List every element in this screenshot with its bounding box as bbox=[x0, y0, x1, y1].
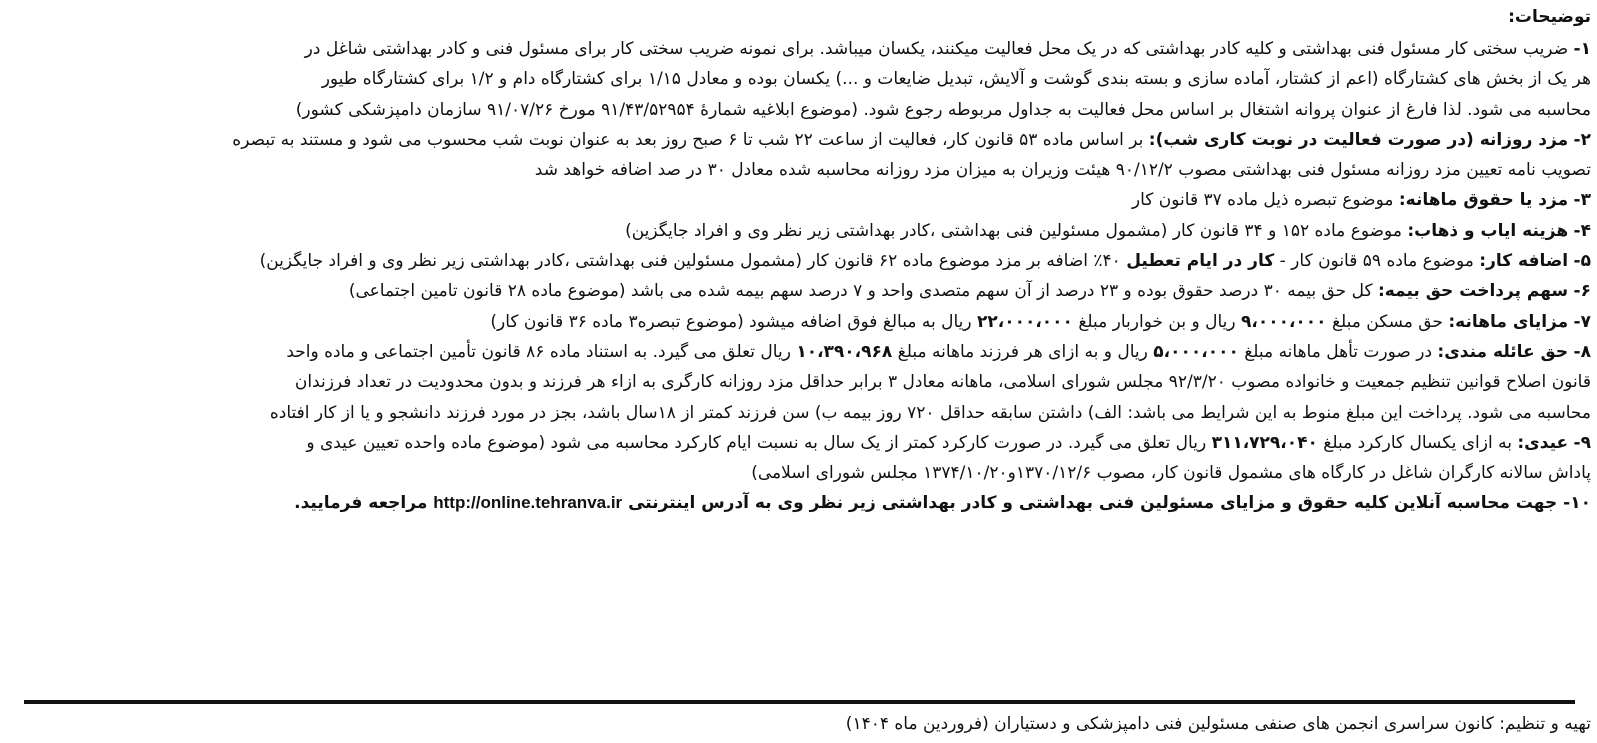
note-8-line-3: محاسبه می شود. پرداخت این مبلغ منوط به این شرایط می باشد: الف) داشتن سابقه حداقل ۷۲۰ روز بیمه ب) سن فرزند کمتر از ۱۸سال باشد، بجز در مورد فرزند دانشجو و یا از کار افتاده bbox=[269, 402, 1591, 423]
online-calculator-link[interactable]: http://online.tehranva.ir bbox=[433, 493, 623, 513]
note-8-marriage-amount: ۵،۰۰۰،۰۰۰ bbox=[1153, 341, 1239, 362]
note-5-text-1: موضوع ماده ۵۹ قانون کار - bbox=[1274, 251, 1474, 272]
note-5-line-1 bbox=[6, 246, 1591, 276]
note-7-text-1: حق مسکن مبلغ bbox=[1326, 311, 1443, 332]
note-9-text-1: به ازای یکسال کارکرد مبلغ bbox=[1317, 432, 1512, 453]
note-5-title: اضافه کار: bbox=[1479, 251, 1569, 272]
note-2-text-1: بر اساس ماده ۵۳ قانون کار، فعالیت از ساعت ۲۲ شب تا ۶ صبح روز بعد به عنوان نوبت شب محسوب می شود و مستند به تبصره bbox=[232, 129, 1144, 150]
note-2-number: ۲- bbox=[1573, 129, 1591, 150]
note-1-line-3: محاسبه می شود. لذا فارغ از عنوان پروانه اشتغال بر اساس محل فعالیت به جداول مربوطه رجوع شود. (موضوع ابلاغیه شمارۀ ۹۱/۴۳/۵۲۹۵۴ مورخ ۹۱/۰۷/۲۶ سازمان دامپزشکی کشور) bbox=[295, 99, 1591, 120]
note-6-text-1: کل حق بیمه ۳۰ درصد حقوق بوده و ۲۳ درصد از آن سهم متصدی واحد و ۷ درصد سهم بیمه شده می باشد (موضوع ماده ۲۸ قانون تامین اجتماعی) bbox=[348, 281, 1373, 302]
note-9-line-1 bbox=[6, 428, 1591, 458]
note-8-child-amount: ۱۰،۳۹۰،۹۶۸ bbox=[796, 341, 893, 362]
note-4-text-1: موضوع ماده ۱۵۲ و ۳۴ قانون کار (مشمول مسئولین فنی بهداشتی ،کادر بهداشتی زیر نظر وی و افراد جایگزین) bbox=[625, 220, 1402, 241]
note-8-text-2: ریال و به ازای هر فرزند ماهانه مبلغ bbox=[892, 341, 1154, 362]
note-9-text-2: ریال تعلق می گیرد. در صورت کارکرد کمتر از یک سال به نسبت ایام کارکرد محاسبه می شود (موضوع ماده واحده تعیین عیدی و bbox=[306, 432, 1212, 453]
note-10-text-1: جهت محاسبه آنلاین کلیه حقوق و مزایای مسئولین فنی بهداشتی و کادر بهداشتی زیر نظر وی به آدرس اینترنتی bbox=[622, 493, 1558, 514]
note-10-line-1 bbox=[6, 488, 1591, 518]
note-2-line-1 bbox=[6, 125, 1591, 155]
note-4-line-1 bbox=[6, 216, 1591, 246]
note-1-text-1: ضریب سختی کار مسئول فنی بهداشتی و کلیه کادر بهداشتی که در یک محل فعالیت میکنند، یکسان میباشد. برای نمونه ضریب سختی کار برای مسئول فنی و کادر بهداشتی شاغل در bbox=[304, 39, 1569, 59]
note-4-title: هزینه ایاب و ذهاب: bbox=[1407, 220, 1569, 241]
note-3-title: مزد یا حقوق ماهانه: bbox=[1398, 190, 1569, 211]
note-6-number: ۶- bbox=[1573, 281, 1591, 302]
note-1-line-2: هر یک از بخش های کشتارگاه (اعم از کشتار، آماده سازی و بسته بندی گوشت و آلایش، تبدیل ضایعات و ...) یکسان بوده و معادل ۱/۱۵ برای کشتارگاه دام و ۱/۲ برای کشتارگاه طیور bbox=[321, 69, 1591, 90]
note-8-line-1 bbox=[6, 337, 1591, 367]
note-7-line-1 bbox=[6, 307, 1591, 337]
note-10-text-2: مراجعه فرمایید. bbox=[294, 493, 434, 514]
note-2-line-2: تصویب نامه تعیین مزد روزانه مسئول فنی بهداشتی مصوب ۹۰/۱۲/۲ هیئت وزیران به میزان مزد روزانه محاسبه شده معادل ۳۰ در صد اضافه خواهد شد bbox=[534, 160, 1591, 181]
note-7-grocery-amount: ۲۲،۰۰۰،۰۰۰ bbox=[977, 311, 1073, 332]
note-8-title: حق عائله مندی: bbox=[1437, 341, 1569, 362]
note-1-number: ۱- bbox=[1573, 39, 1591, 59]
note-3-number: ۳- bbox=[1573, 190, 1591, 211]
note-9-line-2: پاداش سالانه کارگران شاغل در کارگاه های مشمول قانون کار، مصوب ۱۳۷۰/۱۲/۶و۱۳۷۴/۱۰/۲۰ مجلس شورای اسلامی) bbox=[751, 463, 1591, 484]
notes-section bbox=[6, 0, 1591, 519]
note-3-text-1: موضوع تبصره ذیل ماده ۳۷ قانون کار bbox=[1131, 190, 1394, 211]
note-9-bonus-amount: ۳۱۱،۷۲۹،۰۴۰ bbox=[1211, 432, 1318, 453]
notes-heading: توضیحات: bbox=[1508, 7, 1591, 27]
note-5-text-2: ۴۰٪ اضافه بر مزد موضوع ماده ۶۲ قانون کار (مشمول مسئولین فنی بهداشتی ،کادر بهداشتی زیر نظر وی و افراد جایگزین) bbox=[259, 251, 1127, 272]
note-2-title: مزد روزانه (در صورت فعالیت در نوبت کاری شب): bbox=[1148, 129, 1569, 150]
note-7-housing-amount: ۹،۰۰۰،۰۰۰ bbox=[1240, 311, 1327, 332]
note-7-number: ۷- bbox=[1573, 311, 1591, 332]
note-8-line-2: قانون اصلاح قوانین تنظیم جمعیت و خانواده مصوب ۹۲/۳/۲۰ مجلس شورای اسلامی، ماهانه معادل ۳ برابر حداقل مزد روزانه کارگری به ازاء هر فرزند و بدون محدودیت در تعداد فرزندان bbox=[294, 372, 1591, 393]
note-4-number: ۴- bbox=[1573, 220, 1591, 241]
note-10-number: ۱۰- bbox=[1563, 493, 1591, 514]
note-7-text-2: ریال و بن خواربار مبلغ bbox=[1072, 311, 1241, 332]
footer-credit: تهیه و تنظیم: کانون سراسری انجمن های صنفی مسئولین فنی دامپزشکی و دستیاران (فروردین ماه ۱۴۰۴) bbox=[845, 714, 1591, 734]
note-9-title: عیدی: bbox=[1517, 432, 1569, 453]
note-6-title: سهم پرداخت حق بیمه: bbox=[1377, 281, 1569, 302]
note-8-text-1: در صورت تأهل ماهانه مبلغ bbox=[1238, 341, 1433, 362]
note-3-line-1 bbox=[6, 185, 1591, 215]
note-1-line-1 bbox=[6, 34, 1591, 64]
note-7-title: مزایای ماهانه: bbox=[1448, 311, 1569, 332]
note-7-text-3: ریال به مبالغ فوق اضافه میشود (موضوع تبصره۳ ماده ۳۶ قانون کار) bbox=[490, 311, 977, 332]
note-9-number: ۹- bbox=[1573, 432, 1591, 453]
note-8-text-3: ریال تعلق می گیرد. به استناد ماده ۸۶ قانون تأمین اجتماعی و ماده واحد bbox=[286, 341, 797, 362]
note-5-holiday-label: کار در ایام تعطیل bbox=[1126, 251, 1275, 272]
note-8-number: ۸- bbox=[1573, 341, 1591, 362]
note-5-number: ۵- bbox=[1573, 251, 1591, 272]
divider-rule bbox=[24, 700, 1575, 704]
note-6-line-1 bbox=[6, 276, 1591, 306]
